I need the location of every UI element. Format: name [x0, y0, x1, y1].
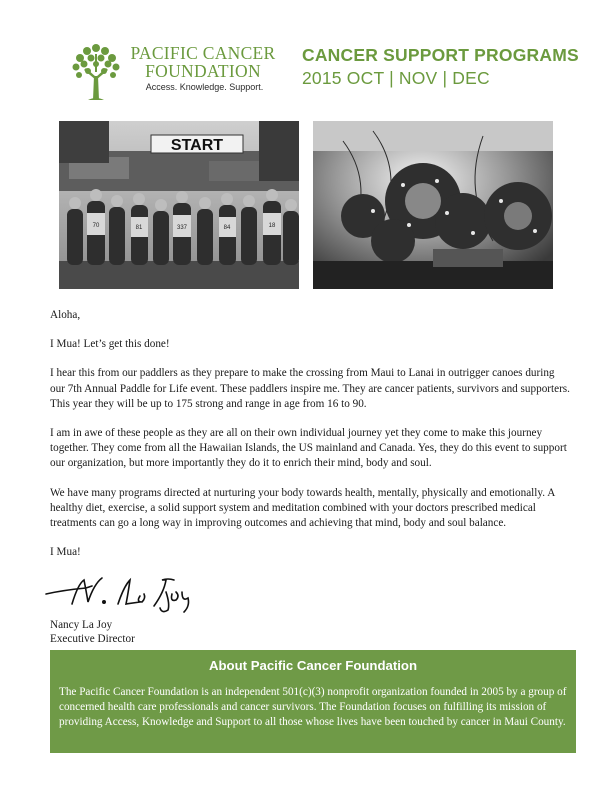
about-box [50, 650, 576, 753]
wreath-display-photo [313, 121, 553, 289]
closing: I Mua! [50, 546, 81, 559]
signer-block [50, 618, 135, 646]
letter-paragraph: I am in awe of these people as they are all on their own individual journey yet they come to make this journey together. They come from all the Hawaiian Islands, the US mainland and Canada. Yes, they do this event to support our organization, but more importantly they do it to enrich their mind, body and soul. [50, 427, 567, 470]
salutation: Aloha, [50, 309, 81, 321]
about-body: The Pacific Cancer Foundation is an independent 501(c)(3) nonprofit organization founded in 2005 by a group of concerned health care professionals and cancer survivors. The Foundation focuses on fulfilling its mission of providing Access, Knowledge and Support to all those whose lives have been touched by cancer in Maui County. [59, 686, 567, 728]
org-name [128, 44, 278, 80]
page-header [0, 0, 612, 110]
signer-name: Nancy La Joy [50, 619, 113, 631]
org-tagline: Access. Knowledge. Support. [145, 82, 264, 92]
bib-number: 84 [223, 225, 231, 231]
bib-number: 81 [135, 225, 143, 231]
letter-paragraph: We have many programs directed at nurturing your body towards health, mentally, physically and emotionally. A healthy diet, exercise, a solid support system and meditation combined with your doctors prescribed medical treatments can go a long way in improving outcomes and achieving that mind, body and soul balance. [50, 486, 555, 530]
signer-title: Executive Director [50, 633, 135, 645]
org-name-line1: PACIFIC CANCER [130, 43, 276, 63]
start-banner-text: START [170, 137, 224, 154]
org-name-line2: FOUNDATION [145, 61, 261, 81]
handwritten-signature [44, 572, 194, 614]
program-dates: 2015 OCT | NOV | DEC [302, 68, 490, 88]
letter-paragraph: I Mua! Let’s get this done! [50, 338, 170, 351]
race-start-photo [59, 121, 299, 289]
letter-body [50, 308, 570, 574]
program-title: CANCER SUPPORT PROGRAMS [302, 45, 579, 65]
about-title: About Pacific Cancer Foundation [208, 658, 418, 673]
bib-number: 18 [268, 223, 276, 229]
bib-number: 337 [176, 225, 188, 231]
bib-number: 70 [92, 223, 100, 229]
letter-paragraph: I hear this from our paddlers as they prepare to make the crossing from Maui to Lanai in outrigger canoes during our 7th Annual Paddle for Life event. These paddlers inspire me. They are cancer patients, survivors and supporters. This year they will be up to 175 strong and range in age from 16 to 90. [50, 367, 570, 410]
tree-logo-icon [70, 40, 122, 102]
